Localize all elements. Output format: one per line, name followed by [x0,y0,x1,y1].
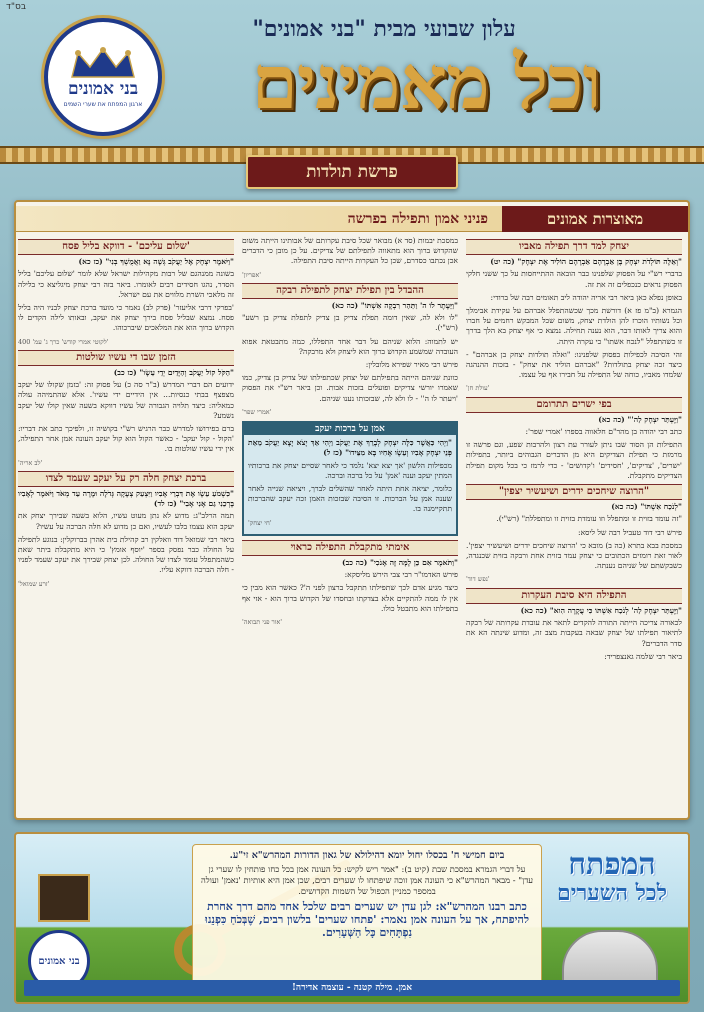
section-quote: "וַיֶּעְתַּר יִצְחָק לַה' לְנֹכַח אִשְׁתּוֹ כִּי עֲקָרָה הִוא" (כה כא) [520,605,682,615]
paragraph: כיצד מגיע אדם לכך שתפילתו תתקבל ברצון לפני ה'? כאשר הוא מבין כי אין לו ממה להתקיים אלא בצדקתו ובחסדו של הקדוש ברוך הוא - אזי אף בתפילתו הוא מתבטל כולו. [242,583,458,613]
paragraph: בשונה ממנהגם של רבות מקהילות ישראל שלא לומר 'שלום עליכם' בליל הסדר, נהגו חסידים רבים לאומרו. ביאר בזה רבי יצחק מיגליצא כי בלילה זה מלאכי השרת מלווים את עם ישראל. [18,269,234,299]
ad-tagline [550,847,674,906]
paragraph: במסכת יבמות (סד א) מבואר שכל סיבת עקרותם של אבותינו הייתה משום שהקדוש ברוך הוא מתאווה לתפילתם של צדיקים. על כן מובן כי הדברים אכן נכתבו כסדרם, שכן כל העקרות הייתה סיבת התפילה. [242,236,458,266]
section-title: "הרוצה שיחכים ידרים ושיעשיר יצפין" [466,484,682,500]
paragraph: ביאר רבי שלמה גאנצפריד: [604,651,682,661]
newsletter-subtitle: עלון שבועי מבית "בני אמונים" [252,16,516,42]
paragraph: התפילות הן הסוד שבו ניתן לעורר עת רצון ולהרבות שפע, וגם פרשה זו מרמזת כי תפילת הצדיקים היא מן הדברים הגבוהים ביותר, בתפילות 'ישרים', 'צדיקים', 'חסידים' ו'קדושים' - כדי לרמז כי בכל מקום תפילת הצדיקים מתקבלת. [466,440,682,480]
article-section [466,397,682,481]
content-panel [14,200,690,820]
section-body [466,618,682,662]
source-credit: 'אור פני תבואה' [242,618,283,627]
section-title: יצחק למד דרך תפילה מאביו [466,239,682,255]
source-credit: 'לקוטי אמרי קודש' כרך ג' עמ' 400 [18,337,109,346]
section-body [466,269,682,380]
ad-quote: כתב רבנו המהרש"א: לגן עדן יש שערים רבים שלכל אחד מהם דרך אחרת להיפתח, אך על העונה אמן נאמר: 'פתחו שערים' בלשון רבים, שֶׁבְּכֹחַ כִּפְנֵנוּ נִפְתָּחִים כָּל הַשְּׁעָרִים. [205,900,529,939]
ad-tag-sub: לכל השערים [557,880,667,906]
column-middle [242,236,458,816]
section-body [18,269,234,333]
ad-text-box [192,844,542,996]
section-title: הזמן שבו די עשיו שולטות [18,350,234,366]
logo [44,18,162,136]
article-section [466,484,682,585]
ad-slogan-strip: אמן. מילה קטנה - עוצמה אדירה! [24,980,680,996]
article-section [18,471,234,589]
paragraph: זהי הסיבה לכפילות בפסוק שלפנינו: "ואלה תולדות יצחק בן אברהם" - כיצד זכה יצחק בתולדות? "אברהם הוליד את יצחק" - בזכות ההנהגה שלמדו מאביו, כוחה של התפילה על חבירו אף על עצמו. [466,349,682,380]
source-credit: 'נפש דוד' [466,575,490,584]
source-credit: 'עולת חן' [466,384,490,393]
logo-name: בני אמונים [67,78,139,99]
section-title: בפי ישרים תתרומם [466,397,682,413]
paragraph: ידועים הם דברי המדרש (ב"ר סה כ) על פסוק זה: 'בזמן שקולו של יעקב מצפצף בבתי כנסיות... אין הידיים ידי עשיו'. אלא שהתמיהה עולה כמאליה: כיצד תלויה הגבורה של עשיו דווקא בשעה שאין קולו של יעקב נשמע? [18,380,234,420]
panel-header-bar [16,206,688,232]
parsha-badge: פרשת תולדות [246,155,458,189]
column-left [18,236,234,816]
section-quote: "הַקֹּל קוֹל יַעֲקֹב וְהַיָּדַיִם יְדֵי עֵשָׂו" (כז כב) [113,368,234,378]
paragraph: פירש רבי מאיר שפירא מלובלין: [365,360,458,370]
section-title: 'שלום עליכם' - דווקא בליל פסח [18,239,234,255]
paragraph: "זה עומד בזוית זו ומתפלל וזו עומדת בזוית זו ומתפללת" (רש"י). [496,514,682,524]
section-body [466,514,682,571]
column-right [466,236,682,816]
paragraph: תמה הרלב"ג: מדוע לא נתן מעוט עשיו, הלוא בשעה שבירך יצחק את יעקב הוא עצמו בלבו לעשיו, ואם כן מדוע לא חלה הברכה על עשיו? [18,511,234,531]
section-quote: "לְנֹכַח אִשְׁתּוֹ" (כה כא) [611,502,682,512]
section-quote: "וַיֵּעָתֶר לוֹ ה' וַתַּהַר רִבְקָה אִשְׁתּוֹ" (כה כא) [331,301,458,311]
article-section [242,540,458,627]
page-label: בס"ד [6,2,27,12]
paragraph: במסכת בבא בתרא (כה ב) מובא כי 'הרוצה שיחכים ידרים ושיעשיר יצפין'. לאור זאת רומזים הכתובים כי יצחק עמד בזוית אחת ורבקה בזוית שכנגדה, כשבקשתם של שניהם נענתה. [466,540,682,571]
paragraph: כלומר, יציאה אחת היתה לאחר שהשלים לברך, ויציאה שנייה לאחר שענה אמן על הברכות. זו הסיבה שבזכות האמן זכה יעקב שהברכות תתקיימנה בו. [248,484,452,514]
paragraph: פירש האדמו"ר רבי צבי הירש מליסקא: [344,570,458,580]
ad-logo: בני אמונים [28,930,90,992]
paragraph: 'בפרקי דרבי אליעזר' (פרק לב) נאמר כי מועד ברכת יצחק לבניו היה בליל פסח. נמצא שבליל פסח בירך יצחק את יעקב, ובאותו לילה הקדים לו הקדוש ברוך הוא את המלאכים שיברכוהו. [18,303,234,333]
paragraph: יש לתמוה: הלוא שניהם על דבר אחד התפללו, כמה מתבטאת אפוא העובדה שמשמע הקדוש ברוך הוא ליצחק ולא מרבקה? [242,336,458,356]
section-body [242,236,458,267]
paragraph: הגמרא (ב"מ פז א) דורשת מכך שכשהתפלל אברהם על עקידת אבימלך וכל נשותיו הוכרז להן הולדת יצחק, משום שכל המבקש רחמים על חברו והוא צריך לאותו דבר, הוא נענה תחילה. נמצא כי אף יצחק בא הלך בדרך זו כשהתפלל "לנכח אשתו" כי עקרה היתה. [466,306,682,346]
paragraph: פירש רבי דוד טעביל רבה של ליסא: [578,527,682,537]
section-body [466,427,682,481]
article-section [466,239,682,394]
source-credit: 'אמרי שפר' [242,407,272,416]
paragraph: לכאורה צריכה הייתה התורה להקדים לתאר את עובדת עקרותה של רבקה לתיאור תפילתו של יצחק שבאה בעקבות מצב זה, ומדוע שינתה הא את סדר הדברים? [466,618,682,648]
article-columns [18,236,682,816]
section-body [18,511,234,575]
paragraph: "לו ולא לה, שאין דומה תפלת צדיק בן צדיק לתפלת צדיק בן רשע" (רש"י). [242,313,458,333]
ad-tag-main: המפתח [568,847,656,882]
paragraph: כוונת שניהם הייתה בתפילתם של יצחק שכתפילתו של צדיק בן צדיק, כמו שאמרו יורשי צדיקים ופועלים בזכות אבות. וכן ביאר רש"י את הפסוק 'ויעתר לו ה'' - לו ולא לה, שבזכותו נענו שניהם. [242,373,458,403]
newsletter-title: וכל מאמינים [251,40,601,126]
ad-headline: ביום חמישי ח' בכסלו יחול יומא דהילולא של גאון הדורות המהרש"א זי"ע. [229,850,505,861]
section-body [18,380,234,454]
section-title: התפילה היא סיבת העקרות [466,588,682,604]
section-body [248,461,452,515]
book-image [38,874,90,922]
header [0,0,704,152]
panel-heading: פניני אמון ותפילה בפרשה [347,211,488,227]
section-quote: "וַיְהִי כַּאֲשֶׁר כִּלָּה יִצְחָק לְבָרֵךְ אֶת יַעֲקֹב וַיְהִי אַךְ יָצֹא יָצָא יַעֲקֹב מֵאֵת פְּנֵי יִצְחָק אָבִיו וְעֵשָׂו אָחִיו בָּא מִצֵּידוֹ" (כז ל) [248,438,452,458]
section-title: אימתי מתקבלת התפילה כראוי [242,540,458,556]
highlight-box-title: אמן על ברכות יעקב [244,423,456,435]
paragraph: ביאר רבי שמואל דוד וואלקין רב קהילת בית אהרן בברוקלין: בנוגע לתפילה על החולה כבר נפסק בספר 'יוסף אומץ' כי היא מתקבלת ביתר שאת כשהמתפלל עומד לצדו של החולה. לכן יצחק שבירך את יעקב שעמד לפניו - חלה הברכה דווקא עליו. [18,534,234,575]
section-title: ברכת יצחק חלה רק על יעקב שעמד לצדו [18,471,234,487]
panel-tag: מאוצרות אמונים [502,206,688,232]
paragraph: מכפילות הלשון 'אך יצא יצא' נלמד כי לאחר שסיים יצחק את ברכותיו המתין יעקב וענה 'אמן' על כל ברכה וברכה. [248,460,452,480]
highlight-box [242,421,458,536]
paragraph: בדברי רש"י על הפסוק שלפנינו כבר הובאה ההתייחסות על כך ששני חלקי הפסוק נראים כנכפלים זה את זה. [466,269,682,289]
crown-icon [68,47,138,79]
source-credit: 'זרע שמואל' [18,579,50,588]
section-quote: "כִּשְׁמֹעַ עֵשָׂו אֶת דִּבְרֵי אָבִיו וַיִּצְעַק צְעָקָה גְּדֹלָה וּמָרָה עַד מְאֹד וַיֹּאמֶר לְאָבִיו בָּרְכֵנִי גַם אָנִי אָבִי" (כז לד) [18,489,234,509]
source-credit: 'לב אריה' [18,458,43,467]
paragraph: כתב רבי יהודה בן מהר"ם חלאווה בספרו 'אמרי שפר': [525,427,682,437]
section-title: ההבדל בין תפילת יצחק לתפילת רבקה [242,283,458,299]
article-section [466,588,682,662]
ad-body: על דברי הגמרא במסכת שבת (קיט ב): "אמר ריש לקיש: כל העונה אמן בכל כחו פותחין לו שערי גן עדן" - מבאר המהרש"א כי העונה אמן זוכה שיפתחו לו שערים רבים, שכן אמן היא אותיות 'נאמן' ועולה במספר כמניין הכפול של השמות הקדושים. [200,864,534,896]
source-credit: 'חי יצחק' [248,518,272,527]
section-quote: "וְאֵלֶּה תּוֹלְדֹת יִצְחָק בֶּן אַבְרָהָם אַבְרָהָם הוֹלִיד אֶת יִצְחָק" (כה יט) [490,257,682,267]
article-section [18,350,234,468]
paragraph: ברם בפירושו למדרש כבר הרגיש רש"י בקושיה זו, ולפיכך כתב את דבריו: 'הקול - קול יעקב' - כאשר הקול הוא קול יעקב העונה אמן אחר התפילה, אין ידי עשיו שולטות בו. [18,424,234,454]
advertisement-banner [14,832,690,1004]
section-quote: "וַיֹּאמֶר יִצְחָק אֶל יַעֲקֹב גְּשָׁה נָּא וַאֲמֻשְׁךָ בְּנִי" (כז כא) [78,257,234,267]
section-body [242,313,458,404]
source-credit: 'אפריון' [242,270,262,279]
article-section [242,283,458,417]
logo-tagline: ארגון המפתח את שערי השמים [63,100,143,108]
section-quote: "וַיֶּעְתַּר יִצְחָק לַה'" (כה כא) [598,414,682,424]
section-quote: "וַתֹּאמֶר אִם כֵּן לָמָּה זֶּה אָנֹכִי" (כה כב) [342,558,458,568]
section-body [242,570,458,614]
paragraph: באופן נפלא כאן ביאר רבי אריה יהודה ליב תאומים רבה של ברודי: [490,292,682,302]
article-section [18,239,234,347]
